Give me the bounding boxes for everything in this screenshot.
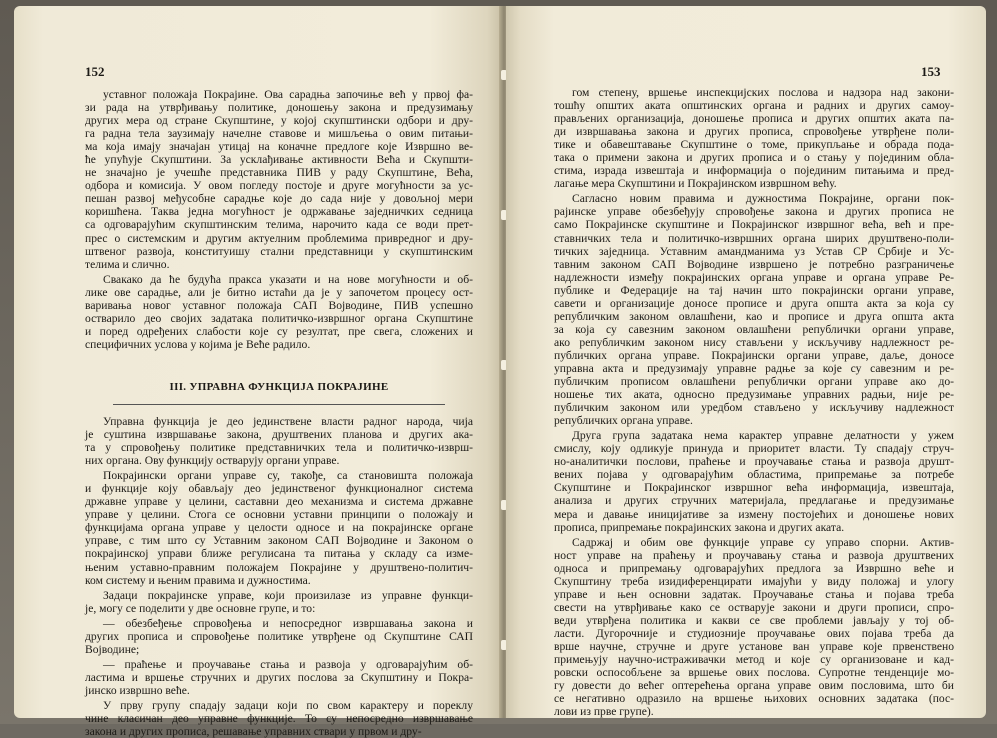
text-line: ласти. Дугорочније и студиозније проучавање ових појава треба да: [554, 626, 954, 640]
text-line: лике ове сарадње, али је битно истаћи да је у започетом процесу ост-: [85, 285, 473, 299]
text-line: У прву групу спадају задаци који по свом карактеру и пореклу: [103, 698, 473, 712]
text-line: штвеног развоја, конституишу стални представници у скупштинским: [85, 244, 473, 258]
text-line: ност управе на праћењу и проучавању стања и развоја друштвених: [554, 548, 954, 562]
text-line: Садржај и обим ове функције управе су управо спорни. Актив-: [572, 535, 954, 549]
text-line: ма која имају значајан утицај на коначне предлоге које Извршно ве-: [85, 140, 473, 154]
text-line: така о примени закона и других прописа и о стању у појединим обла-: [554, 151, 954, 165]
text-line: ластима и вршење стручних и других послова за Скупштину и Покра-: [85, 670, 473, 684]
text-line: примењују научно-истраживачки метод и које су организоване и кад-: [554, 653, 954, 667]
text-line: ком систему и њеним правима и дужностима.: [85, 573, 311, 587]
text-line: публичким прописом овлашћени републички органи управе ако до-: [554, 375, 954, 389]
text-line: га радна тела заузимају начелне ставове и мишљења о овим питањи-: [85, 127, 473, 141]
text-line: је суштина извршавање закона, друштвених планова и других ака-: [85, 428, 473, 442]
paragraph: [85, 88, 473, 271]
text-line: се негативно одразило на вршење њихових основних задатака (пос-: [554, 692, 954, 706]
text-line: функцијама органа управе у целости односе и на покрајинске органе: [85, 521, 473, 535]
text-line: мера и давање иницијативе за измену постојећих и доношење нових: [554, 507, 954, 521]
text-line: управе, с тим што су Уставним законом САП Војводине и Законом о: [85, 534, 473, 548]
paragraph: [85, 469, 473, 586]
text-line: стима, израда извештаја и информација о појединим питањима и пред-: [554, 164, 954, 178]
text-line: прављених организација, доношење прописа и других општих аката па-: [554, 112, 954, 126]
text-line: само Покрајинске скупштине и Покрајинског извршног већа, већ и пре-: [554, 218, 954, 232]
text-line: телима и слично.: [85, 257, 170, 271]
text-line: управе и њен основни задатак. Проучавање стања и појава треба: [554, 587, 954, 601]
text-line: варивања новог уставног положаја САП Војводине, ПИВ успешно: [85, 298, 473, 312]
text-line: врше научне, стручне и друге установе ван управе које првенствено: [554, 639, 954, 653]
text-line: гом степену, вршење инспекцијских послова и надзора над закони-: [572, 86, 954, 99]
heading-rule: [113, 404, 445, 405]
text-line: анализа и других стручних материјала, предлагање и предузимање: [554, 494, 954, 508]
text-line: тике и обавештавање Скупштине о томе, прикупљање и обрада пода-: [554, 138, 954, 152]
text-line: коришћена. Таква једна могућност је одржавање заједничких седница: [85, 205, 473, 219]
text-line: чине класичан део управне функције. То су непосредно извршавање: [85, 712, 473, 726]
text-line: не значајно је учешће представника ПИВ у раду Скупштине, Већа,: [85, 166, 473, 180]
text-line: рајинске управе обезбеђују спровођење закона и других прописа не: [554, 205, 954, 219]
paragraph: [554, 86, 954, 190]
text-line: пешан развој међусобне сарадње које до сада није у довољној мери: [85, 192, 473, 206]
text-line: лови из прве групе).: [554, 705, 654, 719]
text-line: односа и припремању одговарајућих предлога за Извршно веће и: [554, 561, 954, 575]
text-line: остварило део својих задатака политичко-извршног органа Скупштине: [85, 311, 473, 325]
text-line: управе у целини. Стога се основни уставни принципи о положају и: [85, 508, 473, 522]
text-line: уставног положаја Покрајине. Ова сарадња започиње већ у првој фа-: [103, 88, 473, 101]
text-line: ношење тих аката, односно предузимање управних радњи, није ре-: [554, 388, 954, 402]
section-heading: III. УПРАВНА ФУНКЦИЈА ПОКРАЈИНЕ: [169, 380, 389, 393]
right-page: [506, 6, 986, 718]
text-line: Сагласно новим правима и дужностима Покрајине, органи пок-: [572, 192, 954, 206]
text-line: Скупштину треба изидиференцирати имајући у виду положај и улогу: [554, 574, 954, 588]
text-line: зи рада на утврђивању политике, доношењу закона и предузимању: [85, 101, 473, 115]
text-line: ће упућује Скупштини. За усклађивање активности Већа и Скупшти-: [85, 153, 473, 167]
right-page-number: 153: [921, 64, 941, 79]
text-line: тичких заједница. Уставним амандманима уз Устав СР Србије и Ус-: [554, 244, 954, 258]
text-line: ставничких тела и политичко-извршних органа ширих друштвено-поли-: [554, 231, 954, 245]
text-line: управна акта и предузимају управне радње за које су савезним и ре-: [554, 361, 954, 375]
text-line: Свакако да ће будућа пракса указати и на нове могућности и об-: [103, 272, 473, 286]
text-line: и поред одређених слабости које су резултат, пре свега, сложених и: [85, 324, 473, 338]
text-line: других мера од стране Скупштине, у којој скупштински одбори и дру-: [85, 114, 473, 128]
text-line: републичких органа управе.: [554, 414, 693, 428]
text-line: них органа. Ову функцију остварују органи управе.: [85, 454, 340, 468]
text-line: Скупштине и Покрајинског извршног већа информација, извештаја,: [554, 481, 954, 495]
text-line: ди извршавања закона и других прописа, спровођење утврђене поли-: [554, 125, 954, 139]
text-line: вених појава у одговарајућим областима, припремање за потребе: [554, 468, 954, 482]
paragraph: [554, 192, 954, 427]
text-line: са одговарајућим скупштинским телима, нарочито када се води прет-: [85, 218, 473, 232]
text-line: јинско извршно веће.: [85, 683, 190, 697]
text-line: публике и Федерације на тај начин што покрајински органи управе,: [554, 283, 954, 297]
paragraph: [85, 699, 473, 738]
left-page: [14, 6, 502, 738]
text-line: тавним законом САП Војводине извршено је потребно разграничење: [554, 257, 954, 271]
text-line: — обезбеђење спровођења и непосредног извршавања закона и: [103, 616, 473, 630]
right-page-body: [554, 86, 954, 718]
text-line: смислу, коју одликује принуда и приоритет власти. Ту спадају струч-: [554, 442, 954, 456]
text-line: веди утврђена политика и какви се све проблеми јављају у тој об-: [554, 613, 954, 627]
text-line: — праћење и проучавање стања и развоја у одговарајућим об-: [103, 657, 473, 671]
text-line: надлежности између покрајинских органа управе и органа управе Ре-: [554, 270, 954, 284]
text-line: свести на утврђивање како се остварује закони и други прописи, спро-: [554, 600, 954, 614]
text-line: закона и других прописа, решавање управних ствари у првом и дру-: [85, 725, 422, 738]
text-line: ровски оспособљене за вршење ових послова. Супротне тенденције мо-: [554, 666, 954, 680]
text-line: та у спровођењу политике представничких тела и политичко-изврш-: [85, 441, 473, 455]
left-page-number: 152: [85, 64, 105, 79]
text-line: Војводине;: [85, 642, 140, 656]
paragraph: [85, 617, 473, 656]
text-line: Покрајински органи управе су, такође, са становишта положаја: [103, 469, 473, 483]
text-line: је, могу се поделити у две основне групе, и то:: [85, 601, 316, 615]
text-line: прописа, припремање покрајинских закона и других аката.: [554, 520, 845, 534]
text-line: прес о системским и другим актуелним проблемима привредног и дру-: [85, 231, 473, 245]
text-line: тошћу општих аката општинских органа и радних и других самоу-: [554, 99, 954, 113]
text-line: њеним уставно-правним положајем Покрајине у друштвено-политич-: [85, 560, 473, 574]
text-line: одбора и комисија. У овом погледу постоје и друге могућности за ус-: [85, 179, 473, 193]
text-line: Друга група задатака нема карактер управне делатности у ужем: [572, 429, 954, 443]
text-line: специфичних услова у којима је Веће радило.: [85, 337, 311, 351]
text-line: гу довести до већег оптерећења органа управе овим пословима, што би: [554, 679, 954, 693]
text-line: државне управе у целини, саставни део механизма и система државне: [85, 495, 473, 509]
paragraph: [85, 415, 473, 467]
paragraph: [554, 429, 954, 533]
text-line: Задаци покрајинске управе, који произилазе из управне функци-: [103, 588, 473, 602]
text-line: за која су савезним законом овлашћени републички органи управе,: [554, 322, 954, 336]
text-line: лагање мера Скупштини и Покрајинском извршном већу.: [554, 177, 837, 191]
paragraph: [85, 273, 473, 351]
text-line: и функције коју обављају део јединственог функционалног система: [85, 482, 473, 496]
text-line: публичким законом или уредбом стављено у искључиву надлежност: [554, 401, 954, 415]
left-page-body: [85, 88, 473, 738]
text-line: ако републичким законом нису стављени у искључиву надлежност ре-: [554, 335, 954, 349]
text-line: републичким законом овлашћени, као и прописе и друга општа акта: [554, 309, 954, 323]
text-line: публичких органа управе. Покрајински органи управе, даље, доносе: [554, 348, 954, 362]
text-line: других прописа и спровођење политике утврђене од Скупштине САП: [85, 629, 473, 643]
text-line: Управна функција је део јединствене власти радног народа, чија: [103, 414, 473, 428]
paragraph: [85, 589, 473, 615]
paragraph: [554, 536, 954, 719]
text-line: покрајинској управи ближе регулисана та питања у складу са изме-: [85, 547, 473, 561]
text-line: но-аналитички послови, праћење и проучавање стања и развоја друшт-: [554, 455, 954, 469]
text-line: савети и организације доносе прописе и друга општа акта за која су: [554, 296, 954, 310]
paragraph: [85, 658, 473, 697]
